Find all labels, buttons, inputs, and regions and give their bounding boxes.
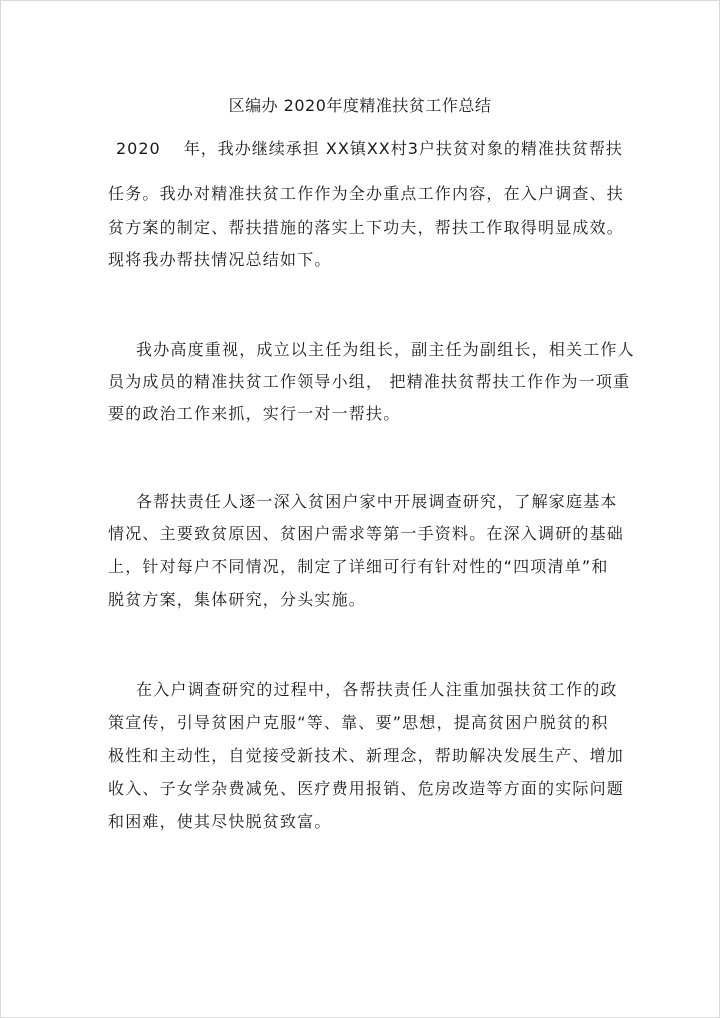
paragraph-4-line-4: 收入、子女学杂费减免、医疗费用报销、危房改造等方面的实际问题: [108, 779, 625, 798]
paragraph-2-line-1: 我办高度重视，成立以主任为组长，副主任为副组长，相关工作人: [136, 340, 635, 359]
paragraph-4-line-1: 在入户调查研究的过程中，各帮扶责任人注重加强扶贫工作的政: [136, 680, 618, 699]
paragraph-2-line-2: 员为成员的精准扶贫工作领导小组， 把精准扶贫帮扶工作作为一项重: [108, 372, 631, 391]
document-title: 区编办 2020年度精准扶贫工作总结: [228, 96, 492, 115]
paragraph-1-line-2: 贫方案的制定、帮扶措施的落实上下功夫，帮扶工作取得明显成效。: [108, 218, 625, 237]
paragraph-4-line-2: 策宣传，引导贫困户克服“等、靠、要”思想，提高贫困户脱贫的积: [108, 713, 609, 732]
paragraph-3-line-1: 各帮扶责任人逐一深入贫困户家中开展调查研究，了解家庭基本: [136, 492, 618, 511]
paragraph-3-line-2: 情况、主要致贫原因、贫困户需求等第一手资料。在深入调研的基础: [108, 524, 625, 543]
paragraph-1-line-1: 任务。我办对精准扶贫工作作为全办重点工作内容，在入户调查、扶: [108, 184, 625, 203]
paragraph-4-line-5: 和困难，使其尽快脱贫致富。: [108, 812, 332, 831]
intro-line: 2020 年，我办继续承担 XX镇XX村3户扶贫对象的精准扶贫帮扶: [116, 139, 623, 158]
paragraph-1-line-3: 现将我办帮扶情况总结如下。: [108, 250, 332, 269]
paragraph-3-line-4: 脱贫方案，集体研究，分头实施。: [108, 590, 367, 609]
paragraph-2-line-3: 要的政治工作来抓，实行一对一帮扶。: [108, 404, 401, 423]
paragraph-3-line-3: 上，针对每户不同情况，制定了详细可行有针对性的“四项清单”和: [108, 557, 609, 576]
paragraph-4-line-3: 极性和主动性，自觉接受新技术、新理念，帮助解决发展生产、增加: [108, 746, 625, 765]
